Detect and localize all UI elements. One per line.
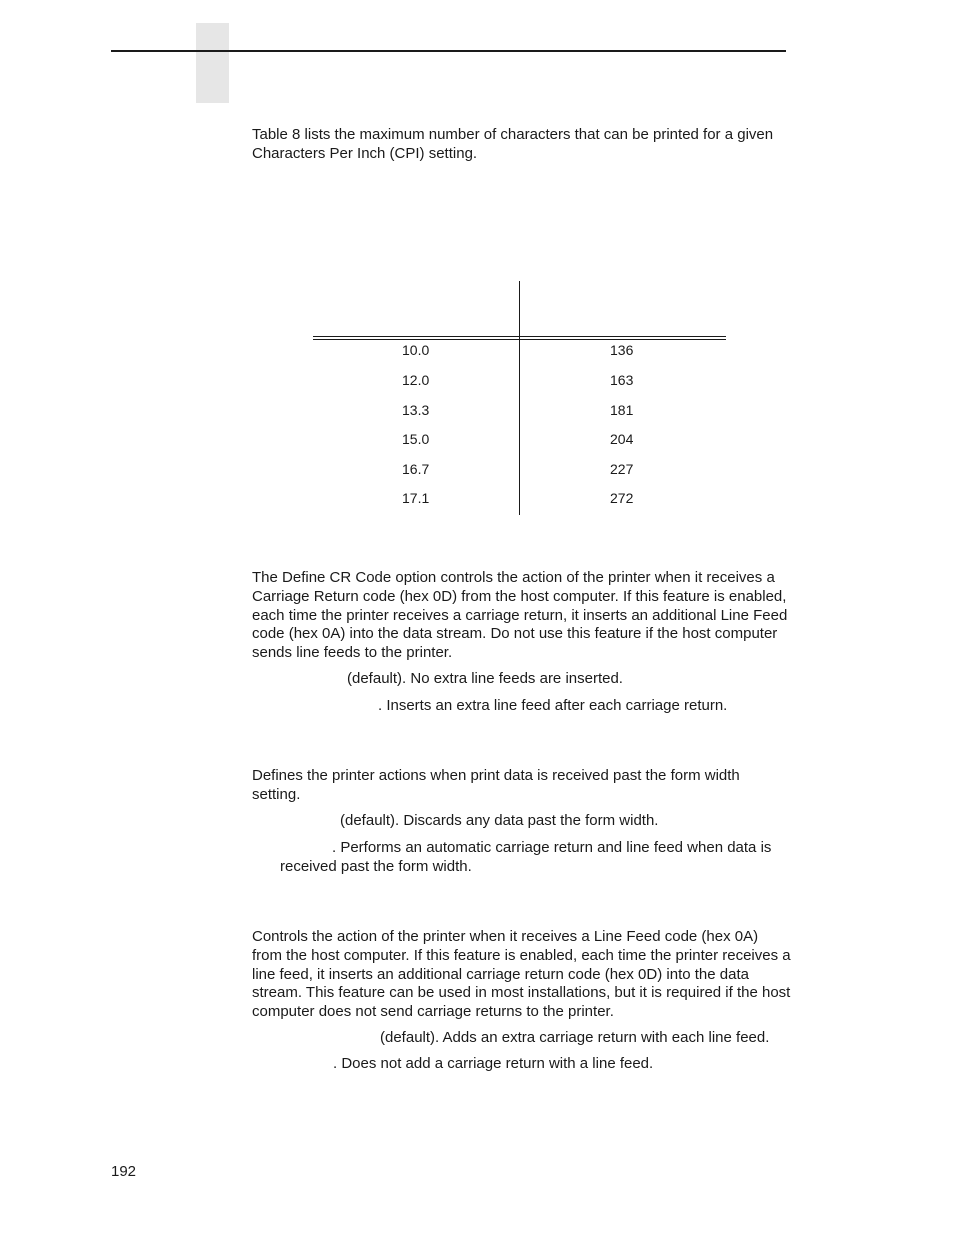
auto-wrap-option-enable-text: . Performs an automatic carriage return and line feed when data is received past the form width. xyxy=(280,839,772,875)
table-cell-cpi: 12.0 xyxy=(402,372,430,388)
auto-wrap-description: Defines the printer actions when print data is received past the form width setting. xyxy=(252,767,740,803)
header-rule xyxy=(111,50,786,52)
define-lf-description: Controls the action of the printer when it receives a Line Feed code (hex 0A) from the host computer. If this feature is enabled, each time the printer receives a line feed, it inserts an additional carriage return code (hex 0D) into the data stream. This feature can be used in most installations, but it is required if the host computer does not send carriage returns to the printer. xyxy=(252,928,791,1021)
define-lf-option-disable: . Does not add a carriage return with a line feed. xyxy=(333,1055,654,1072)
table-cell-max: 181 xyxy=(610,402,634,418)
table-cell-cpi: 10.0 xyxy=(402,342,430,358)
table-cell-max: 272 xyxy=(610,490,634,506)
table-cell-max: 136 xyxy=(610,342,634,358)
define-cr-option-enable: . Inserts an extra line feed after each carriage return. xyxy=(378,697,728,714)
cpi-table xyxy=(313,281,726,515)
table-header-rule xyxy=(313,339,726,340)
auto-wrap-option-disable: (default). Discards any data past the form width. xyxy=(340,812,659,829)
table-cell-max: 204 xyxy=(610,431,634,447)
table-cell-cpi: 15.0 xyxy=(402,431,430,447)
table-cell-max: 227 xyxy=(610,461,634,477)
table-column-divider xyxy=(519,281,520,515)
define-lf-option-enable: (default). Adds an extra carriage return with each line feed. xyxy=(380,1029,770,1046)
intro-paragraph: Table 8 lists the maximum number of characters that can be printed for a given Characters Per Inch (CPI) setting. xyxy=(252,126,774,162)
table-cell-cpi: 13.3 xyxy=(402,402,430,418)
chapter-tab xyxy=(196,23,229,103)
table-header-rule xyxy=(313,336,726,337)
table-cell-max: 163 xyxy=(610,372,634,388)
define-cr-option-disable: (default). No extra line feeds are inserted. xyxy=(347,670,623,687)
table-cell-cpi: 17.1 xyxy=(402,490,430,506)
auto-wrap-option-enable xyxy=(252,839,792,877)
page-number: 192 xyxy=(111,1163,137,1180)
define-cr-description: The Define CR Code option controls the action of the printer when it receives a Carriage Return code (hex 0D) from the host computer. If this feature is enabled, each time the printer receives a carriage return, it inserts an additional Line Feed code (hex 0A) into the data stream. Do not use this feature if the host computer sends line feeds to the printer. xyxy=(252,569,788,662)
table-cell-cpi: 16.7 xyxy=(402,461,430,477)
